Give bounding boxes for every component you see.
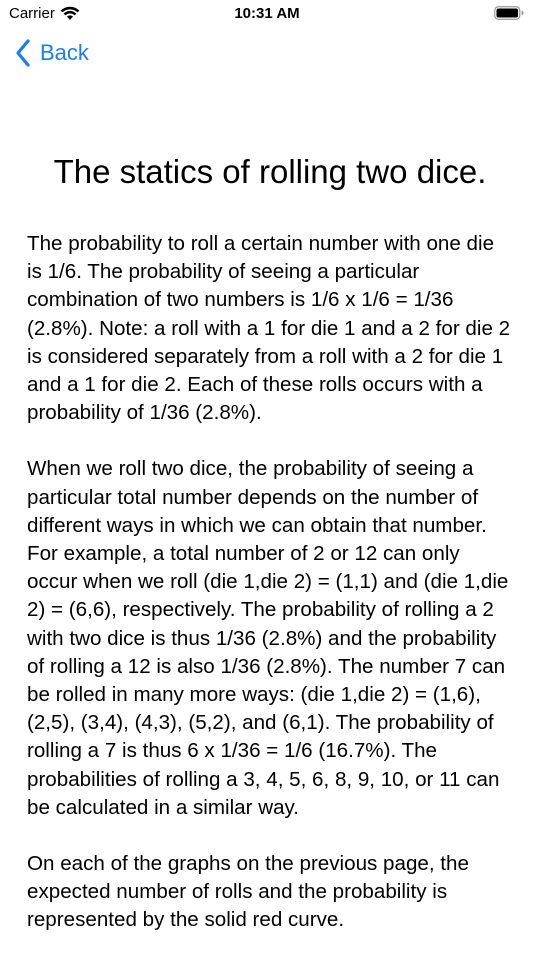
- paragraph-two-dice-total: When we roll two dice, the probability of seeing a particular total number depends on the number of different ways in which we can obtain that number. For example, a total number of 2 or 12 can only occur when we roll (die 1,die 2) = (1,1) and (die 1,die 2) = (6,6), respectively. The probability of rolling a 2 with two dice is thus 1/36 (2.8%) and the probability of rolling a 12 is also 1/36 (2.8%). The number 7 can be rolled in many more ways: (die 1,die 2) = (1,6), (2,5), (3,4), (4,3), (5,2), and (6,1). The probability of rolling a 7 is thus 6 x 1/36 = 1/6 (16.7%). The probabilities of rolling a 3, 4, 5, 6, 8, 9, 10, or 11 can be calculated in a similar way.: [27, 457, 509, 819]
- status-bar: [0, 0, 534, 28]
- article-content: [27, 148, 513, 963]
- carrier-label: Carrier: [9, 5, 55, 22]
- back-button[interactable]: [14, 38, 89, 68]
- back-label: Back: [40, 40, 89, 65]
- paragraph-single-die: The probability to roll a certain number with one die is 1/6. The probability of seeing a particular combination of two numbers is 1/6 x 1/6 = 1/36 (2.8%). Note: a roll with a 1 for die 1 and a 2 for die 2 is considered separately from a roll with a 2 for die 1 and a 1 for die 2. Each of these rolls occurs with a probability of 1/36 (2.8%).: [27, 232, 511, 425]
- page-title: The statics of rolling two dice.: [53, 153, 487, 190]
- navigation-bar: [0, 30, 534, 80]
- battery-icon: [494, 6, 524, 20]
- status-time: 10:31 AM: [234, 5, 300, 22]
- chevron-left-icon: [14, 38, 32, 68]
- paragraph-graphs-note: On each of the graphs on the previous page, the expected number of rolls and the probability is represented by the solid red curve.: [27, 852, 469, 932]
